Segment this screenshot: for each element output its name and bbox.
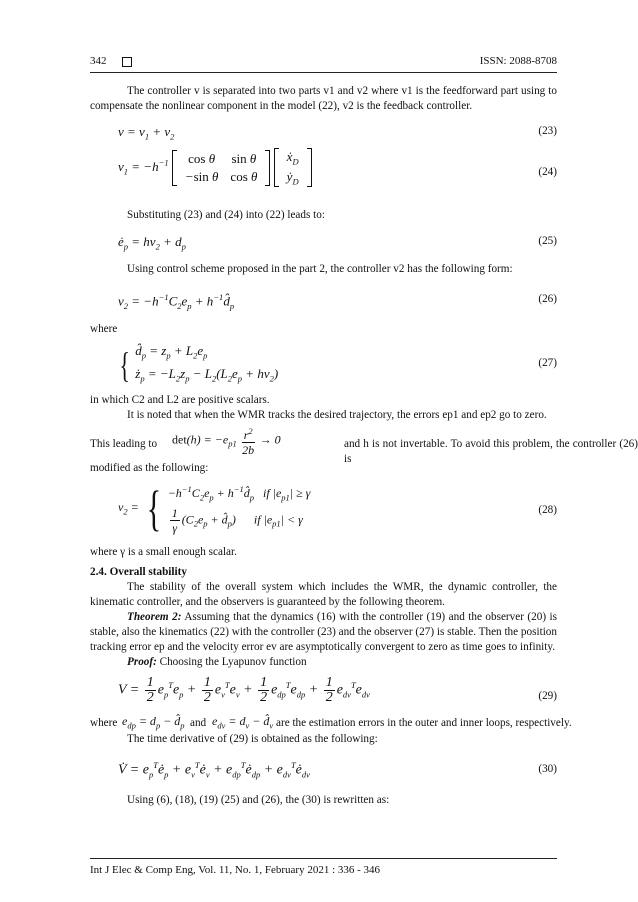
equation-26: $v_2 = -h^{-1}C_2e_p$ + $h^{-1}d̂_p$ bbox=[118, 292, 235, 311]
paragraph-where-1: where bbox=[90, 323, 118, 335]
equation-25: $ė_p = hv_2 + d_p$ bbox=[118, 234, 186, 252]
theorem-2-paragraph bbox=[90, 610, 557, 655]
proof-paragraph bbox=[127, 655, 307, 670]
theorem-text: Assuming that the dynamics (16) with the controller (19) and the observer (20) is stable, also the kinematics (22) with the controller (23) and the observer (27) is stable. Then the position tracking error ep and the velocity error ev are asymptotically convergent to zero as time goes to infinity. bbox=[90, 611, 557, 653]
equation-number-24: (24) bbox=[538, 166, 557, 178]
equation-number-27: (27) bbox=[538, 357, 557, 369]
paragraph-2: Substituting (23) and (24) into (22) leads to: bbox=[127, 209, 325, 221]
paragraph-8: The stability of the overall system which includes the WMR, the dynamic controller, the kinematic controller, and the observers is guaranteed by the following theorem. bbox=[90, 581, 557, 608]
equation-number-30: (30) bbox=[538, 763, 557, 775]
equation-number-29: (29) bbox=[538, 690, 557, 702]
determinant-equation: $\det(h) = -e_{p1}$ $\frac{r^2}{2b}$ → 0 bbox=[172, 426, 281, 457]
paragraph-11-pre: where bbox=[90, 717, 118, 729]
paragraph-5: in which C2 and L2 are positive scalars. bbox=[90, 394, 270, 406]
equation-28: $v_2$ = { $-h^{-1}C_2e_p$ + $h^{-1}d̂_p$ if $|e_{p1}| \ge \gamma$ $\frac{1}{\gamma}$ ($C_2e_p$ + $d̂_p$) if $|e_{p1}| < \gamma$ bbox=[118, 479, 311, 536]
square-icon bbox=[122, 56, 132, 69]
paragraph-11-mid: and bbox=[190, 717, 207, 729]
equation-number-23: (23) bbox=[538, 125, 557, 137]
equation-23: $v = v_1 + v_2$ bbox=[118, 124, 175, 142]
paragraph-12: The time derivative of (29) is obtained as the following: bbox=[127, 733, 378, 745]
estimation-error-dp: $e_{dp} = d_p$ − $d̂_p$ bbox=[122, 714, 185, 731]
equation-24: $v_1 = -h^{-1}$ cos θ sin θ −sin θ cos θ ẋ$_D$ ẏ$_D$ bbox=[118, 148, 312, 187]
header-rule bbox=[90, 72, 557, 73]
footer-rule bbox=[90, 858, 557, 859]
paragraph-6b-post: and h is not invertable. To avoid this problem, the controller (26) is bbox=[344, 438, 638, 465]
paragraph-6a: It is noted that when the WMR tracks the desired trajectory, the errors ep1 and ep2 go to zero. bbox=[127, 409, 547, 421]
proof-label: Proof: bbox=[127, 656, 157, 668]
paragraph-1: The controller v is separated into two parts v1 and v2 where v1 is the feedforward part using to compensate the nonlinear component in the model (22), v2 is the feedback controller. bbox=[90, 85, 557, 112]
equation-number-26: (26) bbox=[538, 293, 557, 305]
paragraph-13: Using (6), (18), (19) (25) and (26), the (30) is rewritten as: bbox=[127, 794, 390, 806]
equation-30: V̇ = $e_p^Tė_p$ + $e_v^Tė_v$ + $e_{dp}^Tė_{dp}$ + $e_{dv}^Tė_{dv}$ bbox=[118, 760, 310, 780]
proof-text: Choosing the Lyapunov function bbox=[159, 656, 307, 668]
equation-27: { $d̂_p = z_p + L_2e_p$ $ż_p = -L_2z_p - L_2(L_2e_p + hv_2)$ bbox=[119, 343, 279, 385]
equation-number-28: (28) bbox=[538, 504, 557, 516]
issn-label: ISSN: 2088-8708 bbox=[479, 55, 557, 67]
paragraph-3: Using control scheme proposed in the part 2, the controller v2 has the following form: bbox=[127, 263, 513, 275]
theorem-label: Theorem 2: bbox=[127, 611, 182, 623]
section-title: 2.4. Overall stability bbox=[90, 566, 187, 578]
equation-number-25: (25) bbox=[538, 235, 557, 247]
paragraph-6c: modified as the following: bbox=[90, 462, 209, 474]
paragraph-11-post: are the estimation errors in the outer and inner loops, respectively. bbox=[276, 717, 572, 729]
equation-29: V = $\frac{1}{2}$ $e_p^Te_p$ + $\frac{1}{2}$ $e_v^Te_v$ + $\frac{1}{2}$ $e_{dp}^Te_{dp}$ + $\frac{1}{2}$ $e_{dv}^Te_{dv}$ bbox=[118, 675, 370, 705]
paragraph-7: where γ is a small enough scalar. bbox=[90, 546, 237, 558]
paragraph-6b-pre: This leading to bbox=[90, 438, 158, 450]
page-number: 342 bbox=[90, 55, 107, 67]
estimation-error-dv: $e_{dv} = d_v$ − $d̂_v$ bbox=[212, 714, 274, 731]
footer-citation: Int J Elec & Comp Eng, Vol. 11, No. 1, February 2021 : 336 - 346 bbox=[90, 864, 381, 876]
